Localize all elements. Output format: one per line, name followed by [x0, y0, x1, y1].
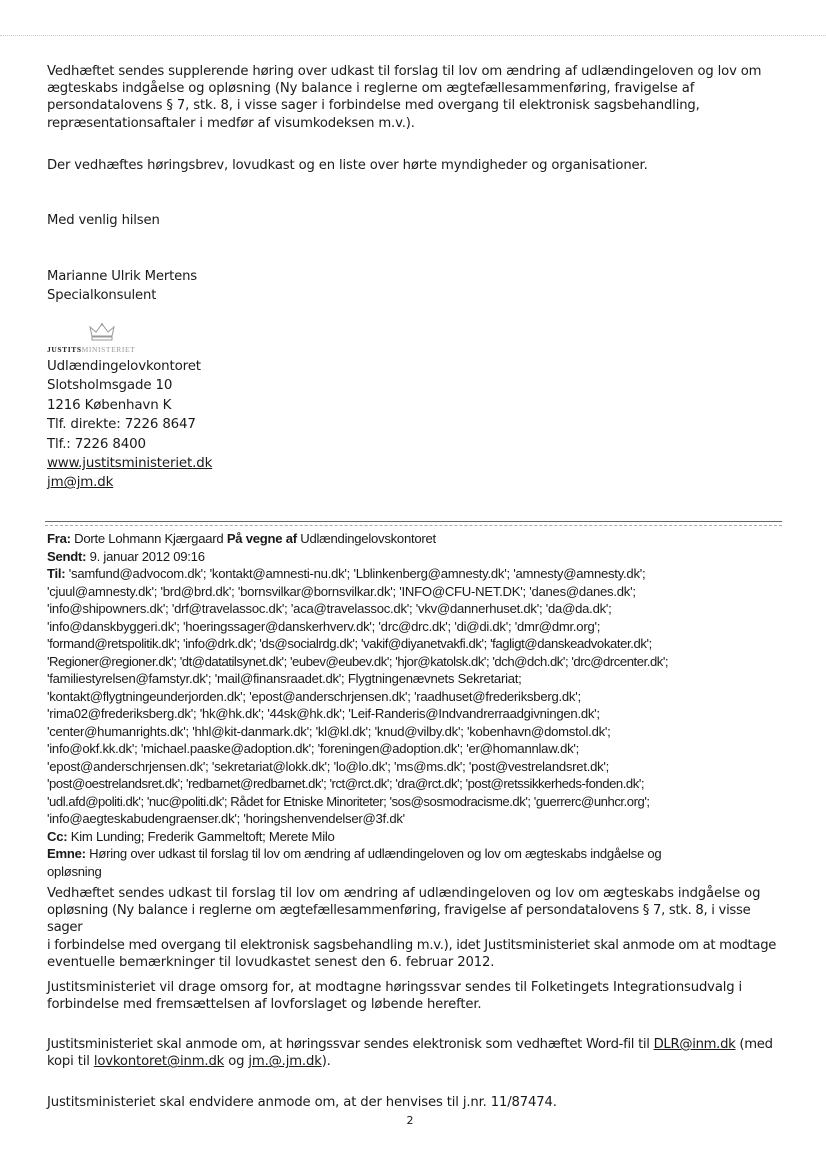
subject-line: Høring over udkast til forslag til lov om ændring af udlændingeloven og lov om ægteskabs indgåelse og: [89, 846, 662, 861]
to-line: 'post@oestrelandsret.dk'; 'redbarnet@redbarnet.dk'; 'rct@rct.dk'; 'dra@rct.dk'; 'post@retssikkerheds-fonden.dk';: [47, 776, 645, 791]
on-behalf-label: På vegne af: [226, 531, 297, 546]
from-row: [47, 530, 782, 548]
intro-paragraph-1: [47, 63, 787, 132]
to-line: 'info@danskbyggeri.dk'; 'hoeringssager@danskerhverv.dk'; 'drc@drc.dk'; 'di@di.dk'; 'dmr@dmr.org';: [47, 618, 601, 634]
street-address: Slotsholmsgade 10: [47, 378, 173, 394]
message-line: opløsning (Ny balance i reglerne om ægtefællesammenføring, fravigelse af persondatalovens § 7, stk. 8, i visse sager: [47, 903, 751, 936]
to-line: 'info@aegteskabudengraenser.dk'; 'horingshenvendelser@3f.dk': [47, 811, 405, 826]
page-number: 2: [406, 1114, 414, 1127]
subject-line: opløsning: [47, 863, 102, 879]
city-address: 1216 København K: [47, 397, 172, 413]
top-dotted-line: [0, 35, 826, 36]
message-line: eventuelle bemærkninger til lovudkastet senest den 6. februar 2012.: [47, 954, 495, 970]
to-line: 'Regioner@regioner.dk'; 'dt@datatilsynet.dk'; 'eubev@eubev.dk'; 'hjor@katolsk.dk'; 'dch@dch.dk'; 'drc@drcenter.dk';: [47, 653, 669, 669]
cc-row: [47, 828, 782, 846]
lovkontoret-email-link[interactable]: lovkontoret@inm.dk: [93, 1054, 225, 1070]
to-line: 'samfund@advocom.dk'; 'kontakt@amnesti-nu.dk'; 'Lblinkenberg@amnesty.dk'; 'amnesty@amnesty.dk';: [68, 566, 646, 581]
email-divider: [45, 521, 782, 522]
signature-block: [47, 358, 212, 494]
to-line: 'epost@anderschrjensen.dk'; 'sekretariat@lokk.dk'; 'lo@lo.dk'; 'ms@ms.dk'; 'post@vestrelandsret.dk';: [47, 758, 610, 774]
message-line: Vedhæftet sendes udkast til forslag til lov om ændring af udlændingeloven og lov om ægteskabs indgåelse og: [47, 886, 761, 901]
sent-label: Sendt:: [47, 548, 87, 564]
phone-direct: Tlf. direkte: 7226 8647: [47, 417, 196, 433]
to-line: 'formand@retspolitik.dk'; 'info@drk.dk'; 'ds@socialrdg.dk'; 'vakif@diyanetvakfi.dk'; 'fagligt@danskeadvokater.dk';: [47, 636, 652, 651]
to-line: 'info@shipowners.dk'; 'drf@travelassoc.dk'; 'aca@travelassoc.dk'; 'vkv@dannerhuset.dk'; 'da@da.dk';: [47, 601, 612, 616]
intro-line: Vedhæftet sendes supplerende høring over udkast til forslag til lov om ændring af udlændingeloven og lov om: [47, 64, 762, 79]
logo-text-bold: JUSTITS: [47, 345, 82, 354]
p3-kopi-text: kopi til: [47, 1054, 94, 1070]
message-paragraph-2: [47, 979, 782, 1013]
intro-paragraph-2: Der vedhæftes høringsbrev, lovudkast og en liste over hørte myndigheder og organisationer.: [47, 158, 648, 173]
p3-og-text: og: [224, 1054, 249, 1070]
subject-label: Emne:: [47, 846, 86, 861]
jm-email-link[interactable]: jm.@.jm.dk: [248, 1054, 322, 1070]
email-divider-dashed: [45, 525, 782, 526]
cc-value: Kim Lunding; Frederik Gammeltoft; Merete Milo: [70, 828, 335, 844]
website-link[interactable]: www.justitsministeriet.dk: [47, 455, 213, 471]
intro-line: ægteskabs indgåelse og opløsning (Ny balance i reglerne om ægtefællesammenføring, fravigelse af: [47, 81, 695, 97]
message-line: [47, 1053, 782, 1070]
message-paragraph-4: Justitsministeriet skal endvidere anmode om, at der henvises til j.nr. 11/87474.: [47, 1095, 557, 1110]
intro-line: repræsentationsaftaler i medfør af visumkodeksen m.v.).: [47, 115, 415, 131]
sent-row: [47, 548, 782, 566]
email-header: [47, 530, 782, 880]
message-paragraph-3: [47, 1036, 782, 1070]
phone-main: Tlf.: 7226 8400: [47, 436, 146, 452]
ministry-logo: [47, 322, 207, 356]
message-paragraph-1: [47, 885, 782, 971]
to-label: Til:: [47, 566, 66, 581]
to-line: 'center@humanrights.dk'; 'hhl@kit-danmark.dk'; 'kl@kl.dk'; 'knud@vilby.dk'; 'kobenhavn@domstol.dk';: [47, 723, 611, 739]
to-line: 'kontakt@flygtningeunderjorden.dk'; 'epost@anderschrjensen.dk'; 'raadhuset@frederiksberg.dk';: [47, 688, 581, 704]
email-link[interactable]: jm@jm.dk: [47, 475, 114, 491]
cc-label: Cc:: [47, 828, 68, 844]
message-line: Justitsministeriet vil drage omsorg for, at modtagne høringssvar sendes til Folketingets Integrationsudvalg i: [47, 980, 743, 995]
to-line: 'familiestyrelsen@famstyr.dk'; 'mail@finansraadet.dk'; Flygtningenævnets Sekretariat;: [47, 671, 522, 686]
to-line: 'rima02@frederiksberg.dk'; 'hk@hk.dk'; '44sk@hk.dk'; 'Leif-Randeris@Indvandrerraadgivningen.dk';: [47, 706, 600, 721]
message-line: [47, 1036, 782, 1053]
logo-wordmark: [47, 345, 135, 354]
from-name: Dorte Lohmann Kjærgaard: [74, 531, 224, 546]
to-line: 'udl.afd@politi.dk'; 'nuc@politi.dk'; Rådet for Etniske Minoriteter; 'sos@sosmodracisme.dk'; 'guerrerc@unhcr.org';: [47, 793, 650, 809]
p3-text-pre: Justitsministeriet skal anmode om, at høringssvar sendes elektronisk som vedhæftet Word-fil til: [47, 1037, 654, 1052]
p3-text-post: (med: [735, 1037, 773, 1052]
office-name: Udlændingelovkontoret: [47, 359, 201, 374]
to-line: 'info@okf.kk.dk'; 'michael.paaske@adoption.dk'; 'foreningen@adoption.dk'; 'er@homannlaw.dk';: [47, 741, 580, 756]
crown-icon: [87, 322, 117, 344]
greeting: Med venlig hilsen: [47, 213, 160, 228]
p3-end-text: ).: [321, 1054, 331, 1070]
from-label: Fra:: [47, 531, 71, 546]
logo-text-light: MINISTERIET: [81, 345, 136, 354]
to-row: [47, 565, 782, 583]
sent-value: 9. januar 2012 09:16: [89, 548, 205, 564]
sender-name: Marianne Ulrik Mertens: [47, 269, 198, 284]
message-line: i forbindelse med overgang til elektronisk sagsbehandling m.v.), idet Justitsministeriet skal anmode om at modtage: [47, 937, 777, 953]
dlr-email-link[interactable]: DLR@inm.dk: [653, 1037, 736, 1052]
sender-role: Specialkonsulent: [47, 288, 157, 303]
message-line: forbindelse med fremsættelsen af lovforslaget og løbende herefter.: [47, 997, 482, 1013]
intro-line: persondatalovens § 7, stk. 8, i visse sager i forbindelse med overgang til elektronisk sagsbehandling,: [47, 98, 700, 114]
on-behalf-of: Udlændingelovskontoret: [300, 531, 436, 546]
to-line: 'cjuul@amnesty.dk'; 'brd@brd.dk'; 'bornsvilkar@bornsvilkar.dk'; 'INFO@CFU-NET.DK'; 'danes@danes.dk';: [47, 583, 636, 599]
subject-row: [47, 845, 782, 863]
